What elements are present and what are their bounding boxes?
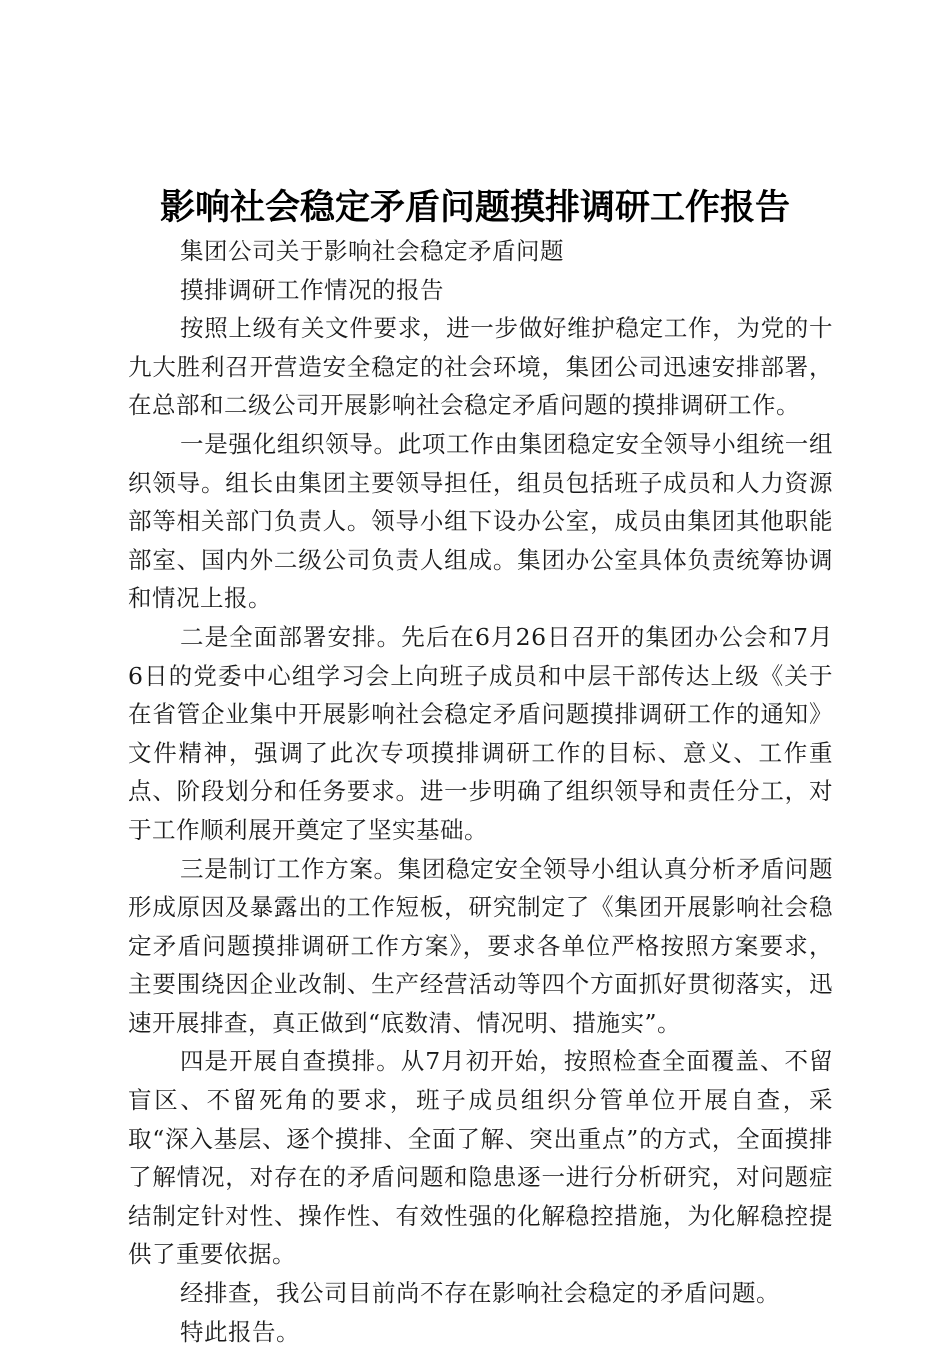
paragraph-plan: 三是制订工作方案。集团稳定安全领导小组认真分析矛盾问题形成原因及暴露出的工作短板，研究制定了《集团开展影响社会稳定矛盾问题摸排调研工作方案》，要求各单位严格按照方案要求，主要围绕因企业改制、生产经营活动等四个方面抓好贯彻落实，迅速开展排查，真正做到“底数清、情况明、措施实”。 [128, 854, 833, 1037]
subtitle-line-2: 摸排调研工作情况的报告 [180, 275, 444, 304]
paragraph-deployment: 二是全面部署安排。先后在6月26日召开的集团办公会和7月6日的党委中心组学习会上向班子成员和中层干部传达上级《关于在省管企业集中开展影响社会稳定矛盾问题摸排调研工作的通知》文件精神，强调了此次专项摸排调研工作的目标、意义、工作重点、阶段划分和任务要求。进一步明确了组织领导和责任分工，对于工作顺利展开奠定了坚实基础。 [128, 622, 833, 844]
document-title: 影响社会稳定矛盾问题摸排调研工作报告 [159, 187, 790, 228]
subtitle-line-1: 集团公司关于影响社会稳定矛盾问题 [180, 237, 564, 265]
paragraph-closing: 特此报告。 [180, 1317, 300, 1346]
paragraph-intro: 按照上级有关文件要求，进一步做好维护稳定工作，为党的十九大胜利召开营造安全稳定的社会环境，集团公司迅速安排部署，在总部和二级公司开展影响社会稳定矛盾问题的摸排调研工作。 [128, 314, 833, 420]
paragraph-conclusion: 经排查，我公司目前尚不存在影响社会稳定的矛盾问题。 [180, 1279, 780, 1308]
paragraph-self-check: 四是开展自查摸排。从7月初开始，按照检查全面覆盖、不留盲区、不留死角的要求，班子成员组织分管单位开展自查，采取“深入基层、逐个摸排、全面了解、突出重点”的方式，全面摸排了解情况，对存在的矛盾问题和隐患逐一进行分析研究，对问题症结制定针对性、操作性、有效性强的化解稳控措施，为化解稳控提供了重要依据。 [128, 1047, 833, 1269]
document-body [128, 232, 833, 1351]
paragraph-organization: 一是强化组织领导。此项工作由集团稳定安全领导小组统一组织领导。组长由集团主要领导担任，组员包括班子成员和人力资源部等相关部门负责人。领导小组下设办公室，成员由集团其他职能部室、国内外二级公司负责人组成。集团办公室具体负责统筹协调和情况上报。 [128, 429, 833, 613]
